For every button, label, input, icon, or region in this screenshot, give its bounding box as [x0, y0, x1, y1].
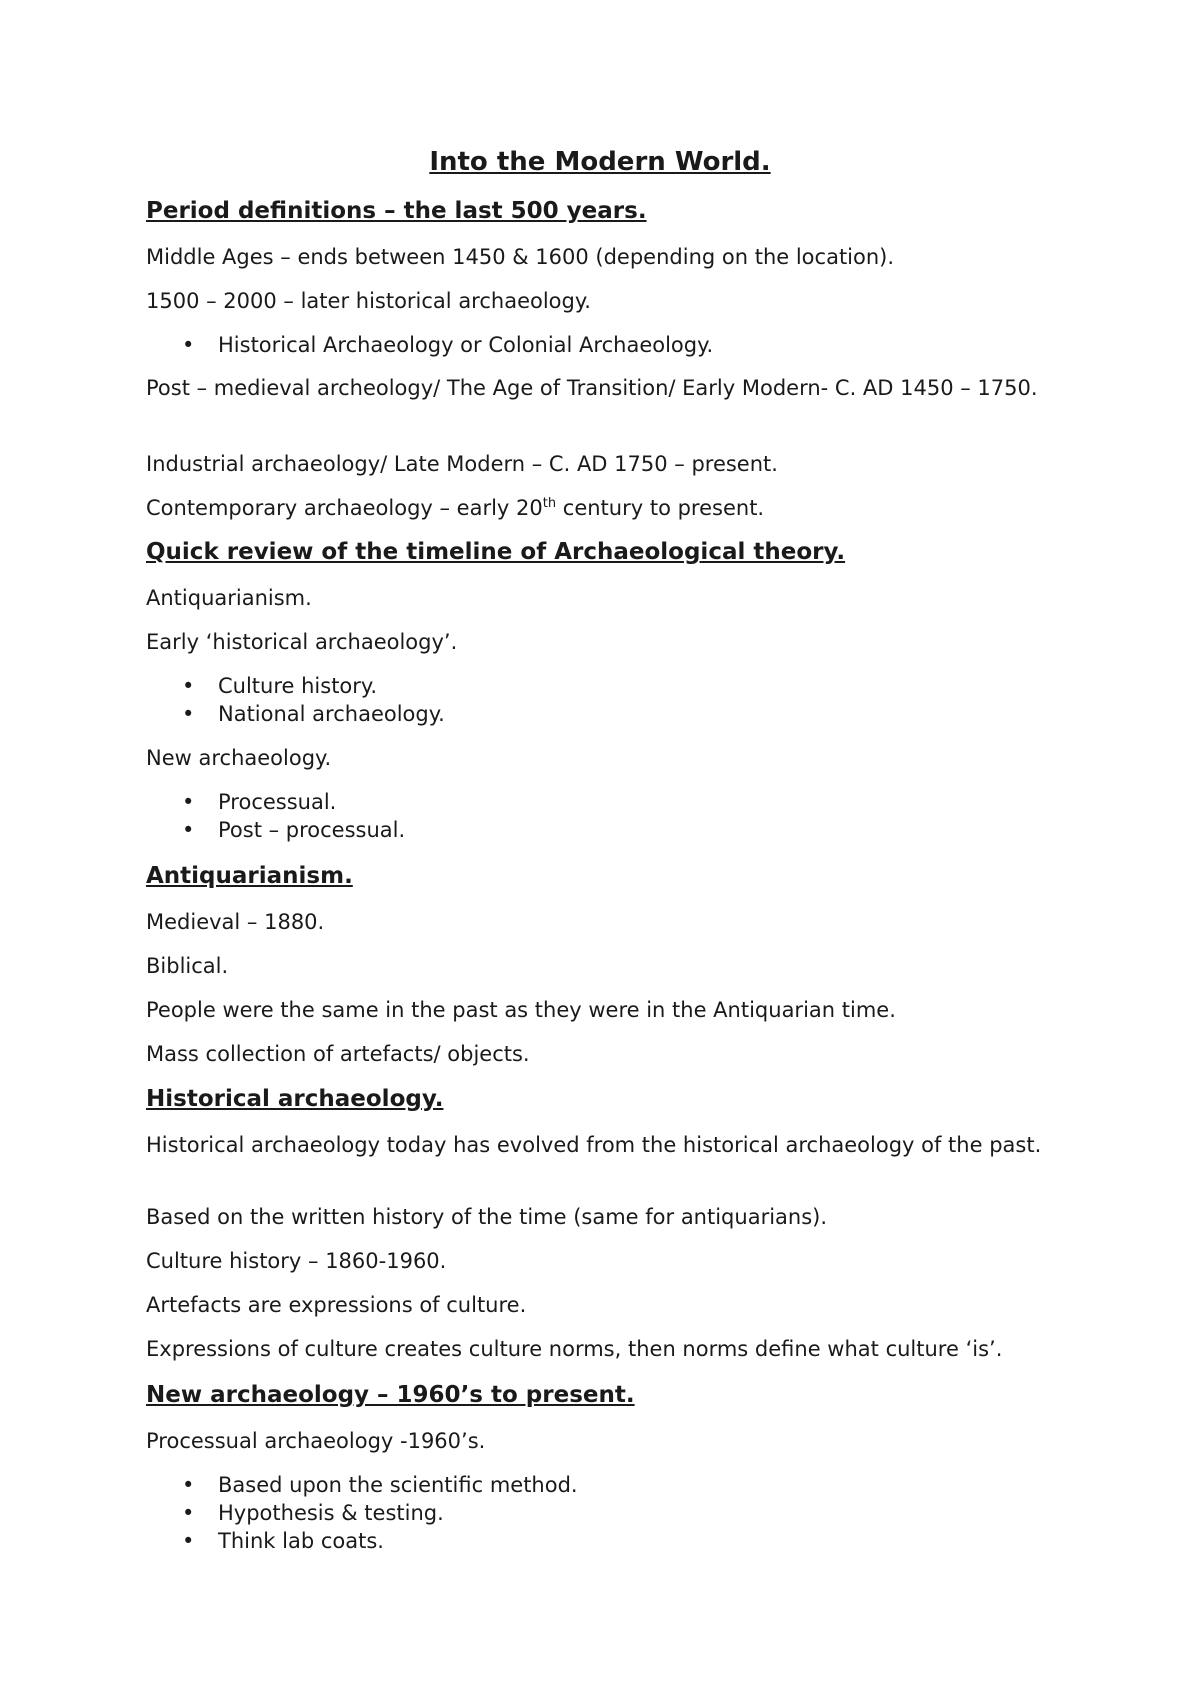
paragraph: People were the same in the past as they were in the Antiquarian time.	[146, 998, 896, 1022]
list-item: National archaeology.	[218, 702, 445, 726]
list-item: Post – processual.	[218, 818, 406, 842]
paragraph: Processual archaeology -1960’s.	[146, 1429, 486, 1453]
section-heading-historical-archaeology: Historical archaeology.	[146, 1086, 444, 1112]
bullet-icon: •	[182, 674, 195, 698]
list-item: Based upon the scientific method.	[218, 1473, 578, 1497]
paragraph-with-superscript	[146, 494, 764, 522]
paragraph: Biblical.	[146, 954, 229, 978]
paragraph: Based on the written history of the time (same for antiquarians).	[146, 1205, 828, 1229]
list-item: Historical Archaeology or Colonial Archaeology.	[218, 333, 714, 357]
paragraph: Industrial archaeology/ Late Modern – C. AD 1750 – present.	[146, 452, 778, 476]
bullet-icon: •	[182, 702, 195, 726]
paragraph: Early ‘historical archaeology’.	[146, 630, 458, 654]
bullet-icon: •	[182, 1529, 195, 1553]
section-heading-theory-timeline: Quick review of the timeline of Archaeological theory.	[146, 539, 846, 565]
paragraph: 1500 – 2000 – later historical archaeology.	[146, 289, 591, 313]
paragraph: Culture history – 1860-1960.	[146, 1249, 447, 1273]
bullet-icon: •	[182, 790, 195, 814]
section-heading-new-archaeology: New archaeology – 1960’s to present.	[146, 1382, 635, 1408]
paragraph: Historical archaeology today has evolved from the historical archaeology of the past.	[146, 1133, 1042, 1157]
bullet-icon: •	[182, 1473, 195, 1497]
list-item: Think lab coats.	[218, 1529, 384, 1553]
paragraph: Middle Ages – ends between 1450 & 1600 (depending on the location).	[146, 245, 895, 269]
text-run: Contemporary archaeology – early 20	[146, 496, 543, 520]
superscript: th	[542, 496, 557, 511]
section-heading-antiquarianism: Antiquarianism.	[146, 863, 353, 889]
list-item: Hypothesis & testing.	[218, 1501, 444, 1525]
document-title: Into the Modern World.	[429, 147, 771, 177]
paragraph: Post – medieval archeology/ The Age of Transition/ Early Modern- C. AD 1450 – 1750.	[146, 376, 1038, 400]
list-item: Culture history.	[218, 674, 378, 698]
section-heading-period-definitions: Period definitions – the last 500 years.	[146, 198, 647, 224]
list-item: Processual.	[218, 790, 337, 814]
bullet-icon: •	[182, 333, 195, 357]
text-run: century to present.	[556, 496, 765, 520]
paragraph: Antiquarianism.	[146, 586, 312, 610]
paragraph: Expressions of culture creates culture norms, then norms define what culture ‘is’.	[146, 1337, 1003, 1361]
paragraph: Artefacts are expressions of culture.	[146, 1293, 527, 1317]
bullet-icon: •	[182, 818, 195, 842]
bullet-icon: •	[182, 1501, 195, 1525]
paragraph: New archaeology.	[146, 746, 332, 770]
paragraph: Medieval – 1880.	[146, 910, 325, 934]
paragraph: Mass collection of artefacts/ objects.	[146, 1042, 530, 1066]
